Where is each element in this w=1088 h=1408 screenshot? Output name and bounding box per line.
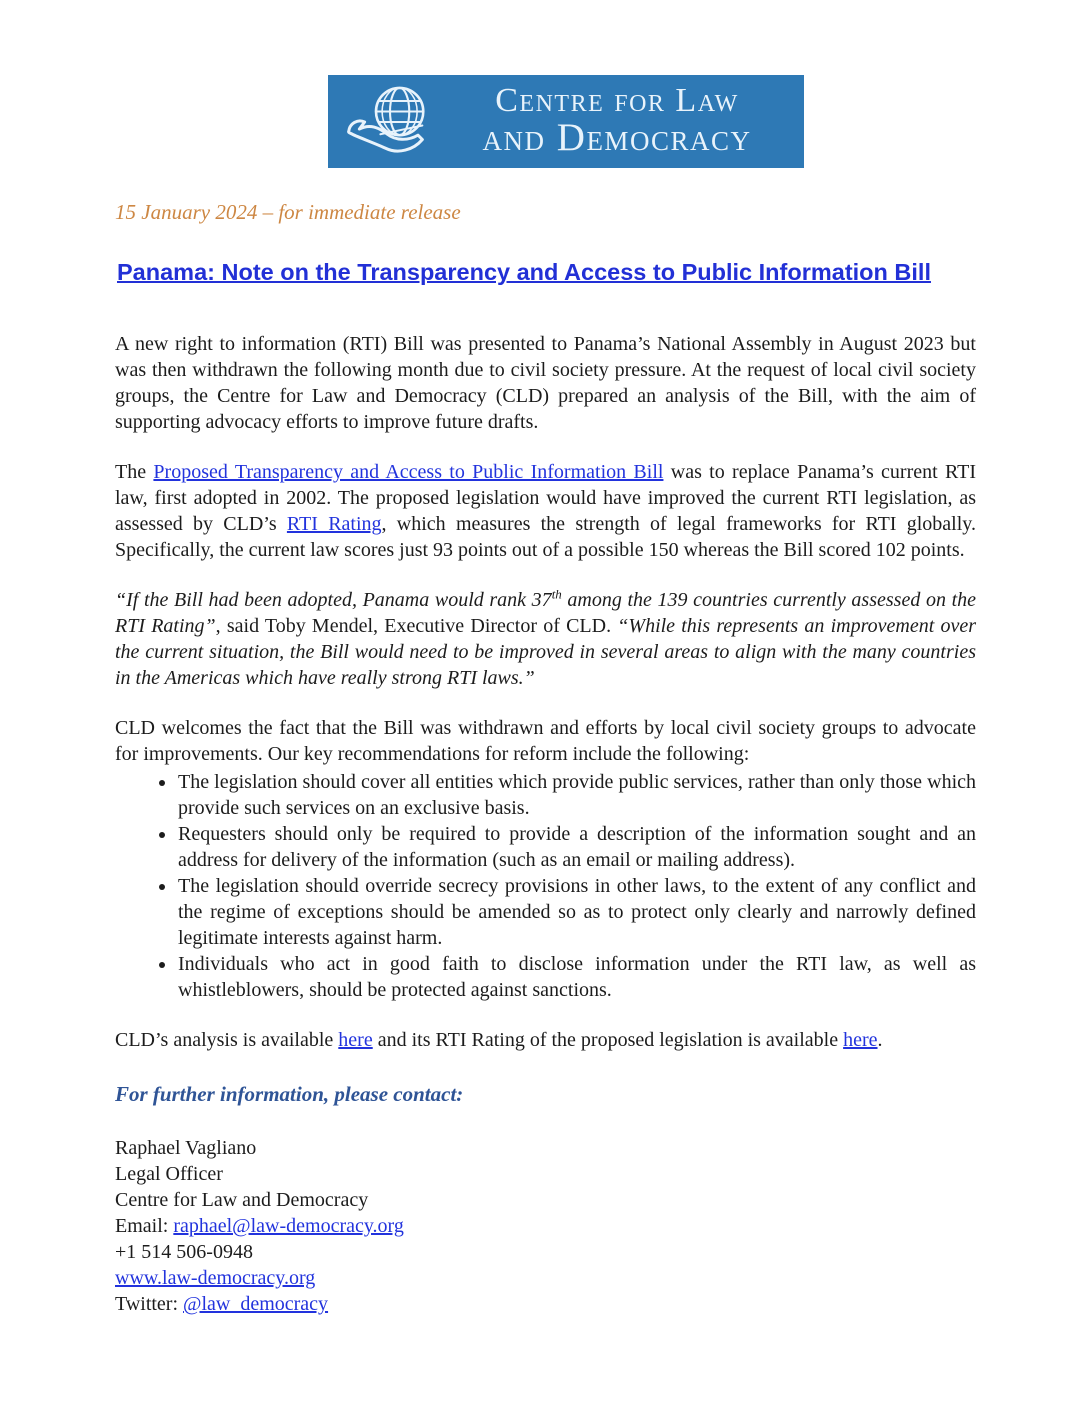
text-segment: and its RTI Rating of the proposed legislation is available (372, 1029, 844, 1051)
paragraph-bill (115, 459, 976, 563)
paragraph-recommendations-lead: CLD welcomes the fact that the Bill was withdrawn and efforts by local civil society groups to advocate for improvements. Our key recommendations for reform include the following: (115, 717, 976, 765)
analysis-here-link[interactable]: here (338, 1029, 373, 1051)
recommendations-list (115, 769, 976, 1003)
quote-text: among the 139 countries currently assessed on the RTI Rating” (115, 589, 976, 637)
paragraph-intro: A new right to information (RTI) Bill was presented to Panama’s National Assembly in August 2023 but was then withdrawn the following month due to civil society pressure. At the request of local civil society groups, the Centre for Law and Democracy (CLD) prepared an analysis of the Bill, with the aim of supporting advocacy efforts to improve future drafts. (115, 333, 976, 433)
ordinal-superscript: th (551, 586, 562, 602)
org-name-line2: and Democracy (482, 116, 752, 159)
contact-phone: +1 514 506-0948 (115, 1241, 253, 1263)
text-segment: was to replace Panama’s current RTI law, first adopted in 2002. The proposed legislation would have improved the current RTI legislation, as assessed by CLD’s (115, 461, 977, 535)
org-name (440, 84, 804, 157)
list-item: • Requesters should only be required to provide a description of the information sought and an address for delivery of the information (such as an email or mailing address). (177, 821, 976, 873)
contact-website-line (115, 1265, 976, 1291)
email-link[interactable]: raphael@law-democracy.org (173, 1215, 404, 1237)
release-date-line: 15 January 2024 – for immediate release (115, 200, 461, 224)
org-name-line1: Centre for Law (495, 82, 739, 119)
list-item: • Individuals who act in good faith to disclose information under the RTI law, as well as whistleblowers, should be protected against sanctions. (177, 951, 976, 1003)
proposed-bill-link[interactable]: Proposed Transparency and Access to Public Information Bill (153, 461, 664, 483)
contact-twitter-line (115, 1291, 976, 1317)
twitter-label: Twitter: (115, 1293, 184, 1315)
text-segment: The (115, 461, 154, 483)
rating-here-link[interactable]: here (843, 1029, 878, 1051)
contact-name: Raphael Vagliano (115, 1137, 257, 1159)
list-item: • The legislation should cover all entities which provide public services, rather than only those which provide such services on an exclusive basis. (177, 769, 976, 821)
quote-text: “If the Bill had been adopted, Panama would rank 37 (115, 589, 552, 611)
rti-rating-link[interactable]: RTI Rating (286, 513, 382, 535)
contact-role: Legal Officer (115, 1163, 223, 1185)
contact-org: Centre for Law and Democracy (115, 1189, 369, 1211)
page-title: Panama: Note on the Transparency and Access to Public Information Bill (117, 259, 931, 285)
contact-heading: For further information, please contact: (115, 1082, 464, 1106)
list-item: • The legislation should override secrecy provisions in other laws, to the extent of any conflict and the regime of exceptions should be amended so as to protect only clearly and narrowly defined legitimate interests against harm. (177, 873, 976, 951)
website-link[interactable]: www.law-democracy.org (115, 1267, 316, 1289)
paragraph-availability (115, 1027, 976, 1053)
cld-logo-banner (328, 75, 804, 168)
contact-email-line (115, 1213, 976, 1239)
twitter-link[interactable]: @law_democracy (183, 1293, 329, 1315)
attribution-text: , said Toby Mendel, Executive Director of CLD. (215, 615, 618, 637)
email-label: Email: (115, 1215, 174, 1237)
text-segment: CLD’s analysis is available (115, 1029, 339, 1051)
document-body (115, 200, 976, 1317)
hand-globe-icon (340, 80, 440, 164)
text-segment: . (877, 1029, 883, 1051)
quote-text: “While this represents an improvement over the current situation, the Bill would need to be improved in several areas to align with the many countries in the Americas which have really strong RTI laws.” (115, 615, 976, 689)
text-segment: , which measures the strength of legal frameworks for RTI globally. Specifically, the current law scores just 93 points out of a possible 150 whereas the Bill scored 102 points. (115, 513, 976, 561)
contact-block (115, 1135, 976, 1317)
paragraph-quote (115, 587, 976, 691)
